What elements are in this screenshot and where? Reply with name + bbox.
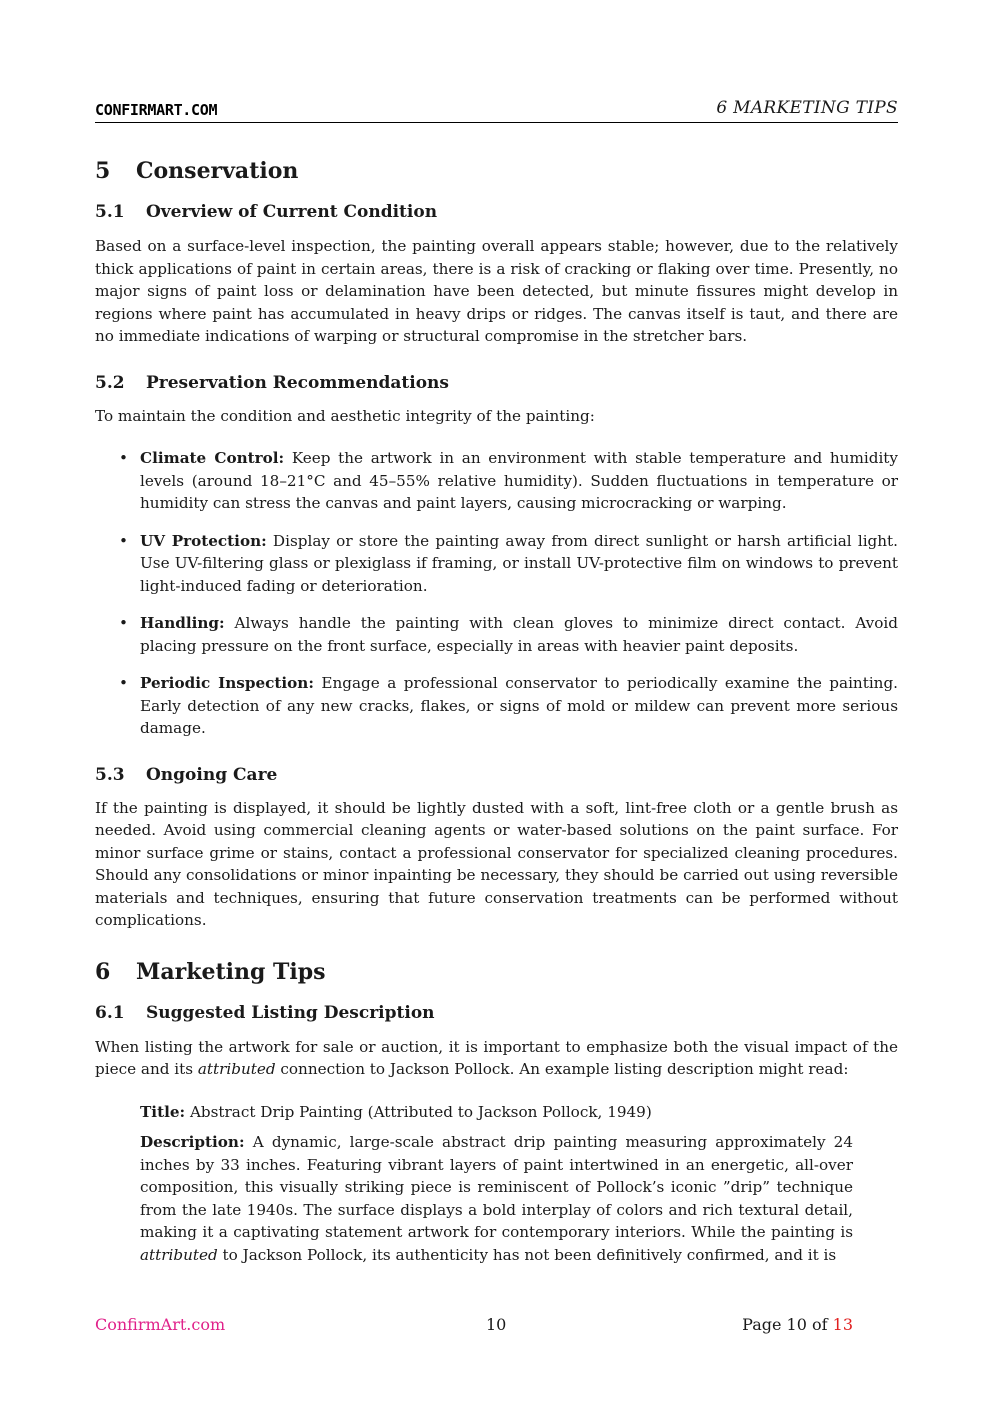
subsection-heading-5-1: 5.1 Overview of Current Condition	[95, 202, 438, 222]
logo: CONFIRMART.COM	[95, 101, 218, 119]
footer-page-number: 10	[486, 1315, 507, 1334]
page-content	[95, 156, 898, 1266]
document-page	[95, 0, 898, 1404]
section-heading-marketing-tips: 6 Marketing Tips	[95, 958, 326, 985]
subsection-heading-5-3: 5.3 Ongoing Care	[95, 764, 278, 785]
footer-site-link[interactable]: ConfirmArt.com	[95, 1315, 226, 1334]
list-item: • Handling: Always handle the painting with clean gloves to minimize direct contact. Avoid placing pressure on the front surface, especially in areas with heavier paint deposits.	[95, 612, 898, 657]
list-item: • UV Protection: Display or store the painting away from direct sunlight or harsh artificial light. Use UV-filtering glass or plexiglass if framing, or install UV-protective film on windows to prevent light-induced fading or deterioration.	[95, 530, 898, 598]
footer-page-of: Page 10 of 13	[742, 1315, 853, 1334]
paragraph-preservation-intro: To maintain the condition and aesthetic integrity of the painting:	[95, 406, 595, 425]
example-listing	[140, 1101, 853, 1267]
paragraph-current-condition: Based on a surface-level inspection, the painting overall appears stable; however, due to the relatively thick applications of paint in certain areas, there is a risk of cracking or flaking over time. Presently, no major signs of paint loss or delamination have been detected, but minute fissures might develop in regions where paint has accumulated in heavy drips or ridges. The canvas itself is taut, and there are no immediate indications of warping or structural compromise in the stretcher bars.	[95, 237, 898, 345]
page-footer	[95, 1315, 853, 1339]
listing-description: Description: A dynamic, large-scale abstract drip painting measuring approximately 24 inches by 33 inches. Featuring vibrant layers of paint intertwined in an energetic, all-over composition, this visually striking piece is reminiscent of Pollock’s iconic ”drip” technique from the late 1940s. The surface displays a bold interplay of colors and rich textural detail, making it a captivating statement artwork for contemporary interiors. While the painting is attributed to Jackson Pollock, its authenticity has not been definitively confirmed, and it is	[140, 1133, 853, 1264]
preservation-list	[95, 447, 898, 740]
section-heading-conservation: 5 Conservation	[95, 158, 299, 184]
running-header	[95, 98, 898, 123]
paragraph-ongoing-care: If the painting is displayed, it should be lightly dusted with a soft, lint-free cloth or a gentle brush as needed. Avoid using commercial cleaning agents or water-based solutions on the paint surface. For minor surface grime or stains, contact a professional conservator for specialized cleaning procedures. Should any consolidations or minor inpainting be necessary, they should be carried out using reversible materials and techniques, ensuring that future conservation treatments can be performed without complications.	[95, 798, 898, 929]
subsection-heading-6-1: 6.1 Suggested Listing Description	[95, 1002, 435, 1023]
running-section-title: 6 MARKETING TIPS	[716, 98, 898, 118]
paragraph-listing-intro: When listing the artwork for sale or auction, it is important to emphasize both the visual impact of the piece and its attributed connection to Jackson Pollock. An example listing description might read:	[95, 1037, 898, 1078]
listing-title-line: Title: Abstract Drip Painting (Attributed to Jackson Pollock, 1949)	[140, 1102, 652, 1121]
list-item: • Periodic Inspection: Engage a professional conservator to periodically examine the painting. Early detection of any new cracks, flakes, or signs of mold or mildew can prevent more serious damage.	[95, 672, 898, 740]
list-item: • Climate Control: Keep the artwork in an environment with stable temperature and humidity levels (around 18–21°C and 45–55% relative humidity). Sudden fluctuations in temperature or humidity can stress the canvas and paint layers, causing microcracking or warping.	[95, 447, 898, 515]
footer-total-pages-link[interactable]: 13	[832, 1315, 853, 1334]
subsection-heading-5-2: 5.2 Preservation Recommendations	[95, 372, 449, 393]
